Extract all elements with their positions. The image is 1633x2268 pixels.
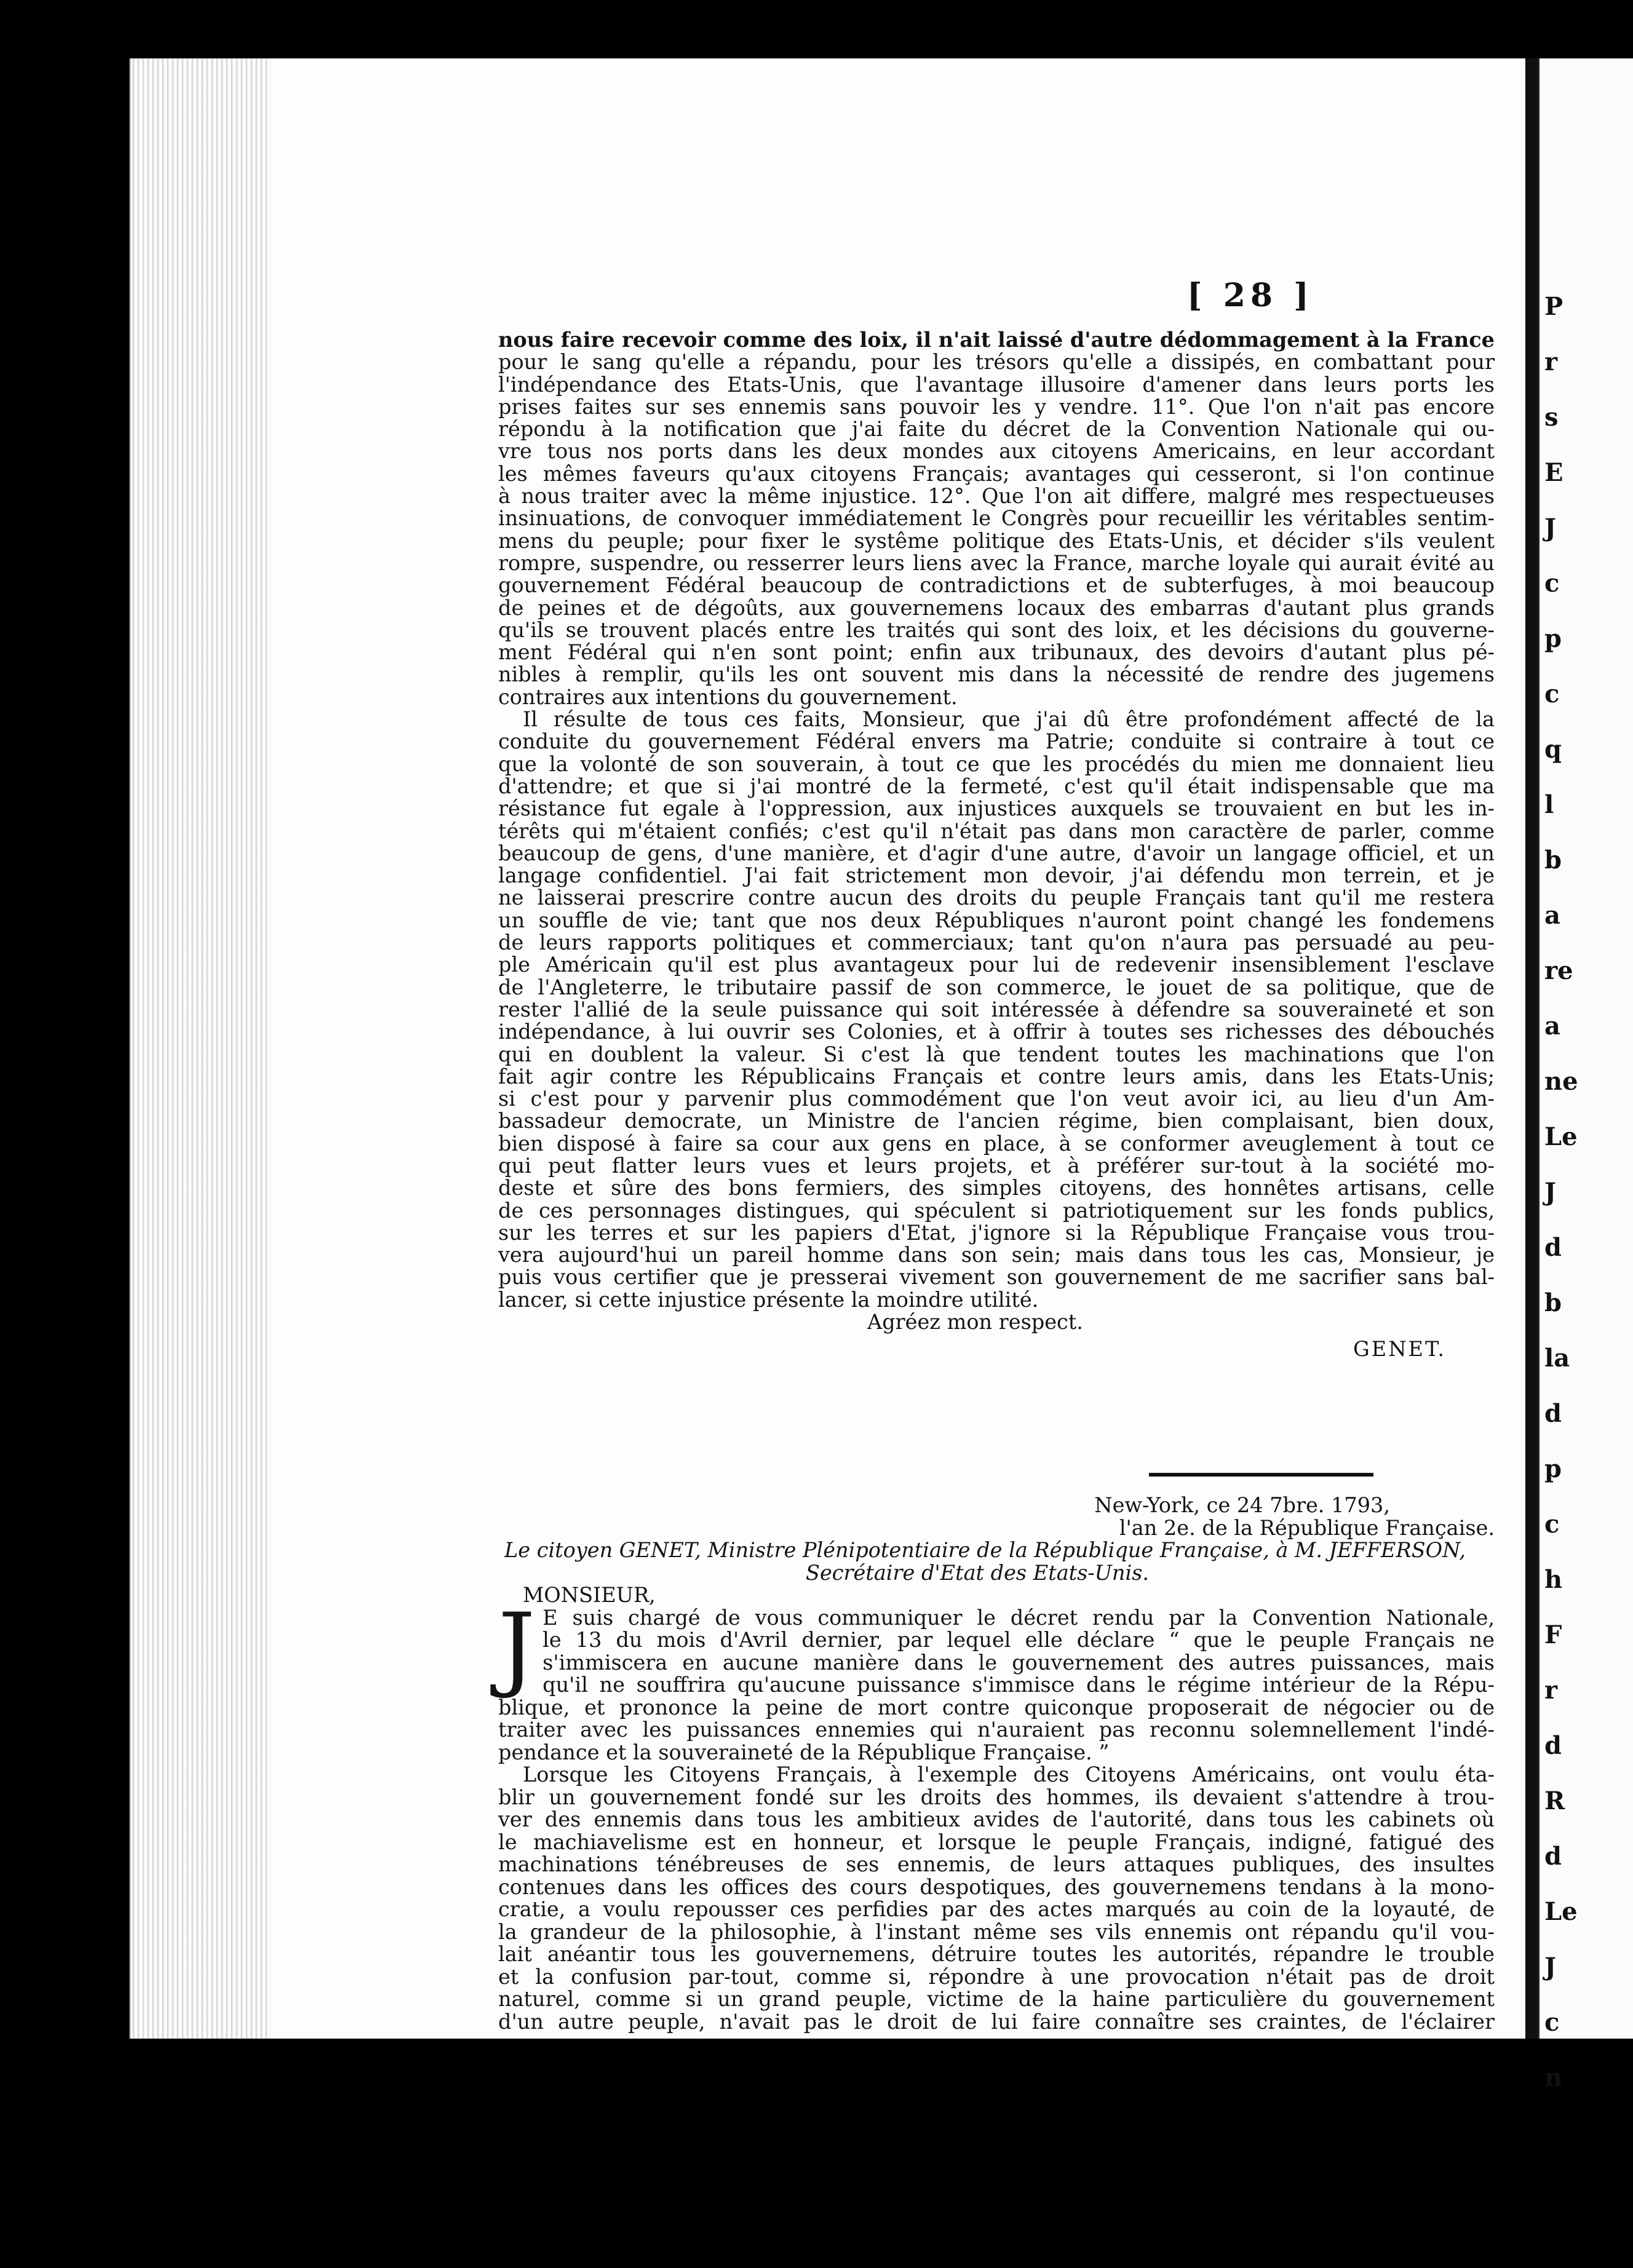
text-line: les mêmes faveurs qu'aux citoyens Français; avantages qui cesseront, si l'on continue [498,461,1495,486]
scanned-page [271,58,1525,2039]
fragment-text: d [1544,1731,1562,1760]
text-line: lait anéantir tous les gouvernemens, détruire toutes les autorités, répandre le trouble [498,1942,1495,1966]
fragment-text: d [1544,1233,1562,1262]
text-line: Lorsque les Citoyens Français, à l'exemple des Citoyens Américains, ont voulu éta- [523,1762,1495,1786]
text-line: ple Américain qu'il est plus avantageux pour lui de redevenir insensiblement l'esclave [498,953,1495,977]
letter-address: Le citoyen GENET, Ministre Plénipotentiaire de la République Française, à M. JEFFERSON, [504,1538,1466,1562]
book-page-edges [129,58,272,2039]
dateline: New-York, ce 24 7bre. 1793, [1094,1493,1390,1517]
text-line: rompre, suspendre, ou resserrer leurs liens avec la France, marche loyale qui aurait évité au [498,550,1495,575]
text-line: mens du peuple; pour fixer le systême politique des Etats-Unis, et décider s'ils veulent [498,528,1495,553]
text-line: contenues dans les offices des cours despotiques, des gouvernemens tendans à la mono- [498,1874,1495,1899]
text-line: cratie, a voulu repousser ces perfidies par des actes marqués au coin de la loyauté, de [498,1897,1495,1921]
fragment-text: d [1544,1399,1562,1428]
fragment-text: J [1544,1953,1556,1981]
fragment-text: b [1544,846,1562,874]
text-line: prises faites sur ses ennemis sans pouvoir les y vendre. 11°. Que l'on n'ait pas encore [498,394,1495,419]
text-line: fait agir contre les Républicains Français et contre leurs amis, dans les Etats-Unis; [498,1064,1495,1088]
text-line: indépendance, à lui ouvrir ses Colonies, et à offrir à toutes ses richesses des débouchés [498,1020,1495,1044]
text-line: beaucoup de gens, d'une manière, et d'agir d'une autre, d'avoir un langage officiel, et un [498,841,1495,865]
text-line: Il résulte de tous ces faits, Monsieur, que j'ai dû être profondément affecté de la [523,707,1495,732]
text-line: de ces personnages distingues, qui spéculent si patriotiquement sur les fonds publics, [498,1198,1495,1223]
fragment-text: P [1544,292,1563,321]
second-letter [498,1494,1495,2033]
fragment-text: l [1544,790,1554,819]
text-line: d'un autre peuple, n'avait pas le droit de lui faire connaître ses craintes, de l'éclairer [498,2009,1495,2034]
text-line: si c'est pour y parvenir plus commodément que l'on veut avoir ici, au lieu d'un Am- [498,1087,1495,1111]
fragment-text: r [1544,1676,1558,1705]
text-line: nous faire recevoir comme des loix, il n'ait laissé d'autre dédommagement à la France [498,328,1495,352]
salutation: MONSIEUR, [523,1583,656,1607]
text-line: contraires aux intentions du gouvernement. [498,684,958,709]
text-line: le 13 du mois d'Avril dernier, par lequel elle déclare “ que le peuple Français ne [542,1628,1495,1652]
text-line: le machiavelisme est en honneur, et lorsque le peuple Français, indigné, fatigué des [498,1830,1495,1854]
fragment-text: Le [1544,1897,1578,1926]
text-line: à nous traiter avec la même injustice. 12°. Que l'on ait differe, malgré mes respectueuses [498,484,1495,509]
text-line: résistance fut egale à l'oppression, aux injustices auxquels se trouvaient en but les in- [498,796,1495,821]
fragment-text: F [1544,1620,1562,1649]
text-line: vre tous nos ports dans les deux mondes aux citoyens Americains, en leur accordant [498,439,1495,464]
text-line: bassadeur democrate, un Ministre de l'ancien régime, bien complaisant, bien doux, [498,1109,1495,1133]
text-line: sur les terres et sur les papiers d'Etat, j'ignore si la République Française vous trou- [498,1220,1495,1245]
closing-line: Agréez mon respect. [867,1310,1083,1334]
text-line: ment Fédéral qui n'en sont point; enfin aux tribunaux, des devoirs d'autant plus pé- [498,640,1495,665]
text-line: qui peut flatter leurs vues et leurs projets, et à préférer sur-tout à la société mo- [498,1153,1495,1178]
text-line: puis vous certifier que je presserai vivement son gouvernement de me sacrifier sans bal- [498,1265,1495,1290]
facing-page-fragment [1538,58,1633,2092]
fragment-text: d [1544,1842,1562,1871]
fragment-text: E [1544,458,1563,487]
text-line: et la confusion par-tout, comme si, répondre à une provocation n'était pas de droit [498,1964,1495,1989]
text-line: bien disposé à faire sa cour aux gens en place, à se conformer aveuglement à tout ce [498,1131,1495,1156]
fragment-text: c [1544,569,1560,598]
text-line: conduite du gouvernement Fédéral envers ma Patrie; conduite si contraire à tout ce [498,729,1495,754]
text-line: ne laisserai prescrire contre aucun des droits du peuple Français tant qu'il me restera [498,886,1495,910]
text-line: lancer, si cette injustice présente la moindre utilité. [498,1287,1039,1312]
text-line: qui en doublent la valeur. Si c'est là que tendent toutes les machinations que l'on [498,1042,1495,1066]
fragment-text: a [1544,901,1560,930]
page-number: [ 28 ] [1187,277,1314,314]
text-line: répondu à la notification que j'ai faite du décret de la Convention Nationale qui ou- [498,417,1495,442]
text-line: nibles à remplir, qu'ils les ont souvent mis dans la nécessité de rendre des jugemens [498,662,1495,687]
text-line: rester l'allié de la seule puissance qui soit intéressée à défendre sa souveraineté et son [498,997,1495,1021]
text-line: qu'ils se trouvent placés entre les traités qui sont des loix, et les décisions du gouverne- [498,617,1495,642]
text-line: pour le sang qu'elle a répandu, pour les trésors qu'elle a dissipés, en combattant pour [498,350,1495,375]
text-line: térêts qui m'étaient confiés; c'est qu'il n'était pas dans mon caractère de parler, comme [498,819,1495,843]
fragment-text: c [1544,680,1560,708]
fragment-text: ne [1544,1067,1578,1096]
text-line: gouvernement Fédéral beaucoup de contradictions et de subterfuges, à moi beaucoup [498,573,1495,598]
fragment-text: c [1544,2008,1560,2037]
fragment-text: h [1544,1565,1563,1594]
fragment-text: q [1544,735,1562,764]
text-line: ver des ennemis dans tous les ambitieux avides de l'autorité, dans tous les cabinets où [498,1807,1495,1831]
letter-body [498,329,1495,1361]
text-line: s'immiscera en aucune manière dans le gouvernement des autres puissances, mais [542,1650,1495,1675]
text-line: pendance et la souveraineté de la République Française. ” [498,1740,1110,1764]
section-divider [1149,1473,1373,1477]
text-line: blique, et prononce la peine de mort contre quiconque proposerait de négocier ou de [498,1695,1495,1719]
text-line: langage confidentiel. J'ai fait strictement mon devoir, j'ai défendu mon terrein, et je [498,863,1495,888]
text-line: la grandeur de la philosophie, à l'instant même ses vils ennemis ont répandu qu'il vou- [498,1919,1495,1944]
text-line: blir un gouvernement fondé sur les droits des hommes, ils devaient s'attendre à trou- [498,1785,1495,1809]
fragment-text: c [1544,1510,1560,1539]
fragment-text: Le [1544,1122,1578,1151]
fragment-text: R [1544,1786,1565,1815]
text-line: l'indépendance des Etats-Unis, que l'avantage illusoire d'amener dans leurs ports les [498,372,1495,397]
text-line: de peines et de dégoûts, aux gouvernemens locaux des embarras d'autant plus grands [498,595,1495,620]
fragment-text: b [1544,1288,1562,1317]
drop-cap: J [498,1593,536,1701]
year-line: l'an 2e. de la République Française. [1119,1515,1495,1540]
book-gutter [1525,58,1538,2039]
letter-address-title: Secrétaire d'Etat des Etats-Unis. [806,1560,1150,1585]
text-line: un souffle de vie; tant que nos deux Républiques n'auront point changé les fondemens [498,908,1495,932]
text-line: machinations ténébreuses de ses ennemis, de leurs attaques publiques, des insultes [498,1852,1495,1876]
text-line: d'attendre; et que si j'ai montré de la fermeté, c'est qu'il était indispensable que ma [498,774,1495,798]
text-line: de l'Angleterre, le tributaire passif de son commerce, le jouet de sa politique, que de [498,975,1495,999]
text-line: vera aujourd'hui un pareil homme dans son sein; mais dans tous les cas, Monsieur, je [498,1243,1495,1267]
text-line: deste et sûre des bons fermiers, des simples citoyens, des honnêtes artisans, celle [498,1176,1495,1200]
fragment-text: s [1544,403,1559,432]
text-line: insinuations, de convoquer immédiatement le Congrès pour recueillir les véritables sentim- [498,506,1495,531]
text-line: naturel, comme si un grand peuple, victime de la haine particulière du gouvernement [498,1987,1495,2011]
fragment-text: la [1544,1344,1570,1373]
fragment-text: J [1544,1178,1556,1207]
fragment-text: J [1544,513,1556,542]
text-line: traiter avec les puissances ennemies qui n'auraient pas reconnu solemnellement l'indé- [498,1718,1495,1742]
fragment-text: r [1544,347,1558,376]
fragment-text: re [1544,956,1573,985]
text-line: que la volonté de son souverain, à tout ce que les procédés du mien me donnaient lieu [498,751,1495,776]
text-line: qu'il ne souffrira qu'aucune puissance s'immisce dans le régime intérieur de la Répu- [542,1673,1495,1697]
fragment-text: p [1544,1454,1562,1483]
text-line: E suis chargé de vous communiquer le décret rendu par la Convention Nationale, [542,1605,1495,1630]
fragment-text: n [1544,2063,1563,2092]
fragment-text: p [1544,624,1562,653]
text-line: de leurs rapports politiques et commerciaux; tant qu'on n'aura pas persuadé au peu- [498,930,1495,955]
fragment-text: a [1544,1012,1560,1041]
signature: GENET. [1353,1337,1447,1362]
